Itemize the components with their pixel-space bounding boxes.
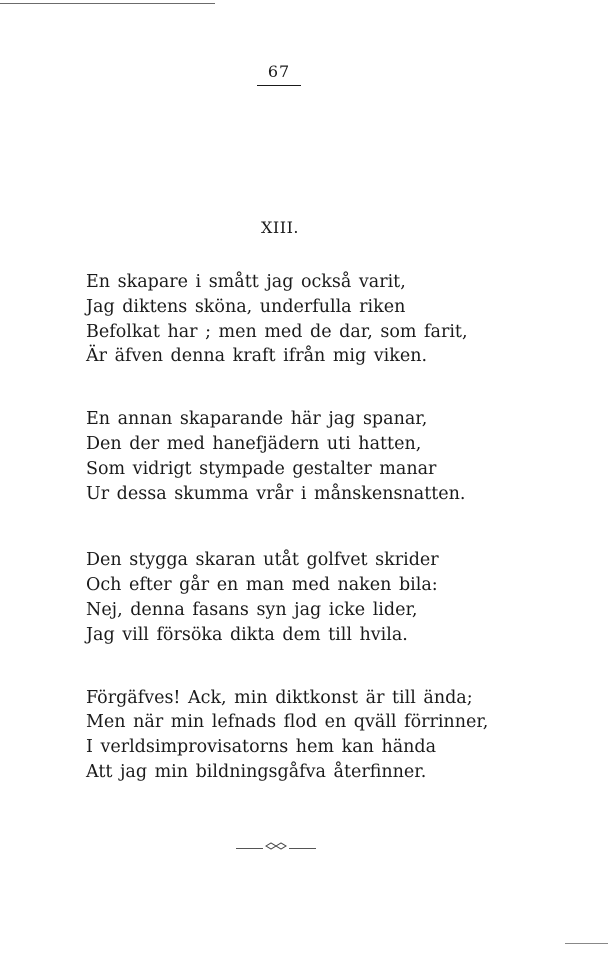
poem-line: Jag vill försöka dikta dem till hvila. — [86, 624, 408, 645]
poem-line: I verldsimprovisatorns hem kan hända — [86, 737, 437, 758]
stanza-3 — [86, 548, 566, 647]
poem-line: Befolkat har ; men med de dar, som farit, — [86, 321, 468, 342]
top-edge-rule — [0, 3, 215, 4]
poem-line: Jag diktens sköna, underfulla riken — [86, 296, 406, 317]
ornament-knot-icon — [263, 841, 289, 855]
stanza-1 — [86, 270, 566, 369]
poem-line: Den stygga skaran utåt golfvet skrider — [86, 550, 439, 571]
poem-line: En annan skaparande här jag spanar, — [86, 409, 428, 430]
stanza-2 — [86, 407, 566, 506]
page-number: 67 — [257, 62, 301, 86]
ornament-left-dash — [236, 848, 263, 849]
stanza-4 — [86, 686, 566, 785]
section-heading: XIII. — [261, 218, 299, 237]
ornament-right-dash — [289, 848, 316, 849]
poem-line: Den der med hanefjädern uti hatten, — [86, 433, 422, 454]
poem-line: Är äfven denna kraft ifrån mig viken. — [86, 346, 428, 367]
poem-body — [86, 270, 566, 823]
poem-line: En skapare i smått jag också varit, — [86, 272, 406, 292]
poem-line: Men när min lefnads flod en qväll förrinner, — [86, 712, 489, 733]
poem-line: Ur dessa skumma vrår i månskensnatten. — [86, 483, 466, 504]
fleuron-divider-icon — [236, 842, 316, 854]
bottom-edge-rule — [565, 943, 608, 944]
poem-line: Nej, denna fasans syn jag icke lider, — [86, 599, 418, 620]
poem-line: Som vidrigt stympade gestalter manar — [86, 458, 437, 479]
poem-line: Och efter går en man med naken bila: — [86, 575, 438, 596]
poem-line: Att jag min bildningsgåfva återfinner. — [86, 761, 427, 782]
poem-line: Förgäfves! Ack, min diktkonst är till ända; — [86, 687, 473, 708]
